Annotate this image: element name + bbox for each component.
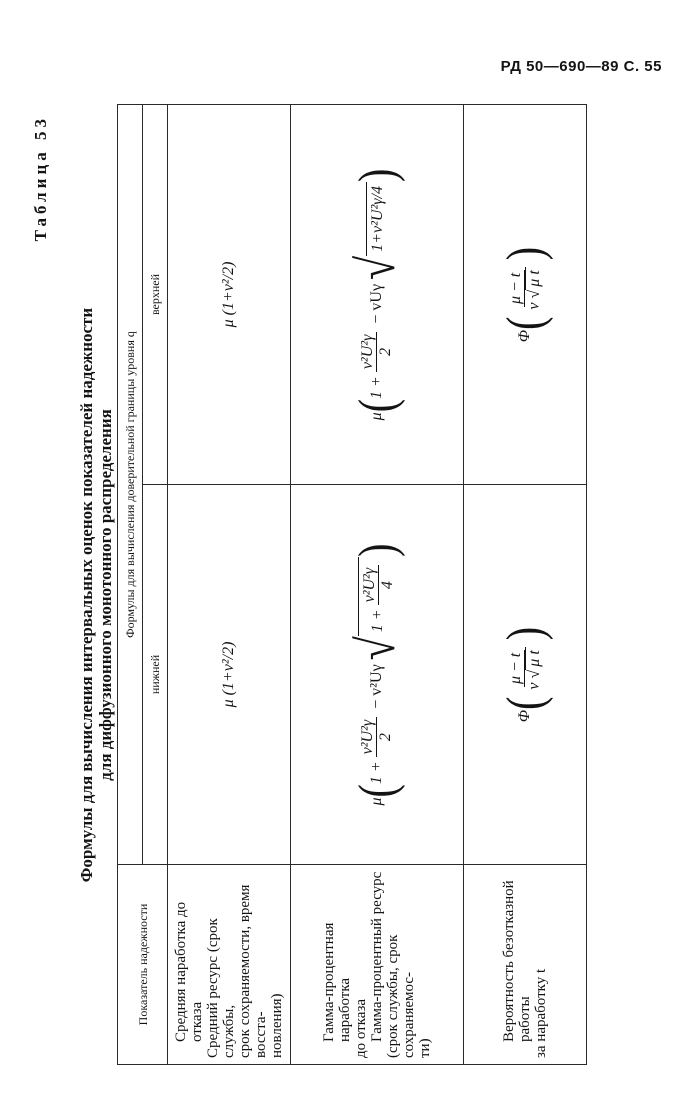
right-paren: ) <box>495 626 554 641</box>
v-symbol: v <box>525 302 543 310</box>
header-formulas: Формулы для вычисления доверительной границы уровня q <box>118 104 143 864</box>
indicator-line: новления) <box>268 993 285 1058</box>
row-1-indicator <box>168 865 291 1065</box>
mu-symbol: μ <box>367 412 385 421</box>
left-paren: ( <box>495 316 554 330</box>
indicator-line: Гамма-процентный ресурс <box>368 871 385 1042</box>
radical-sign: √ <box>346 636 406 661</box>
right-paren: ) <box>347 543 406 557</box>
fraction-denominator: 4 <box>378 581 396 590</box>
table-title-line-2: для диффузионного монотонного распределения <box>96 409 115 781</box>
square-root <box>525 647 543 678</box>
row-3-upper-formula <box>464 104 587 484</box>
phi-symbol: Φ <box>516 709 534 723</box>
fraction <box>507 644 543 692</box>
indicator-line: Средняя наработка до отказа <box>172 901 205 1042</box>
left-paren: ( <box>347 784 406 798</box>
v-symbol: v <box>525 682 543 690</box>
right-paren: ) <box>495 246 554 261</box>
left-paren: ( <box>495 696 554 710</box>
phi-symbol: Φ <box>516 329 534 343</box>
right-paren: ) <box>347 168 406 182</box>
sqrt-expression: μ t <box>525 267 543 289</box>
square-root <box>525 267 543 298</box>
fraction-numerator: μ − t <box>507 650 525 687</box>
row-1-upper-formula <box>168 104 291 484</box>
table-row <box>290 104 464 1064</box>
rotated-table-page <box>25 105 610 1065</box>
mu-symbol: μ <box>367 797 385 806</box>
fraction-numerator: μ − t <box>507 270 525 307</box>
fraction <box>359 717 394 758</box>
indicator-line: до отказа <box>352 998 369 1058</box>
row-3-lower-formula <box>464 485 587 865</box>
fraction-numerator: v²U²γ <box>359 717 377 758</box>
indicator-line: ти) <box>416 1038 433 1058</box>
fraction-numerator: v²U²γ <box>361 565 379 606</box>
operator-term: − v²Uγ <box>367 664 385 709</box>
sqrt-expression: μ t <box>525 647 543 669</box>
fraction <box>361 565 396 606</box>
fraction-denominator <box>525 264 543 312</box>
one-plus: 1 + <box>367 376 385 399</box>
fraction-denominator: 2 <box>377 347 395 356</box>
fraction-denominator: 2 <box>377 733 395 742</box>
page-header: РД 50—690—89 С. 55 <box>500 58 662 75</box>
indicator-line: срок сохраняемости, время восста- <box>236 884 269 1058</box>
radical-sign: √ <box>525 289 543 299</box>
table-row <box>464 104 587 1064</box>
header-lower: нижней <box>143 485 168 865</box>
radical-sign: √ <box>525 669 543 679</box>
indicator-line: Гамма-процентная наработка <box>320 922 353 1042</box>
indicator-line: (срок службы, срок сохраняемос- <box>384 934 417 1058</box>
table-title <box>77 165 115 1025</box>
row-2-lower-formula <box>290 485 464 865</box>
one-plus: 1 + <box>367 761 385 785</box>
formula-expression: μ (1+v²/2) <box>219 261 237 328</box>
square-root <box>346 557 406 661</box>
table-label: Таблица 53 <box>31 115 50 242</box>
fraction-denominator <box>525 644 543 692</box>
row-2-upper-formula <box>290 104 464 484</box>
table-title-line-1: Формулы для вычисления интервальных оценок показателей надежности <box>77 307 96 883</box>
square-root <box>346 182 406 280</box>
row-3-indicator <box>464 865 587 1065</box>
row-2-indicator <box>290 865 464 1065</box>
fraction-numerator: v²U²γ <box>359 332 377 373</box>
left-paren: ( <box>347 398 406 413</box>
indicator-line: за наработку t <box>533 968 550 1058</box>
formula-table <box>117 104 587 1065</box>
fraction <box>359 332 394 373</box>
header-upper: верхней <box>143 104 168 484</box>
sqrt-expression: 1+v²U²γ/4 <box>366 182 387 256</box>
indicator-line: Вероятность безотказной работы <box>501 880 534 1042</box>
operator-term: − vUγ <box>367 283 385 324</box>
formula-expression: μ (1+v²/2) <box>219 641 237 708</box>
indicator-line: Средний ресурс (срок службы, <box>204 918 237 1058</box>
header-indicator: Показатель надежности <box>118 865 168 1065</box>
table-row <box>168 104 291 1064</box>
fraction <box>507 264 543 312</box>
radical-sign: √ <box>346 255 406 280</box>
row-1-lower-formula <box>168 485 291 865</box>
one-plus: 1 + <box>369 609 387 633</box>
